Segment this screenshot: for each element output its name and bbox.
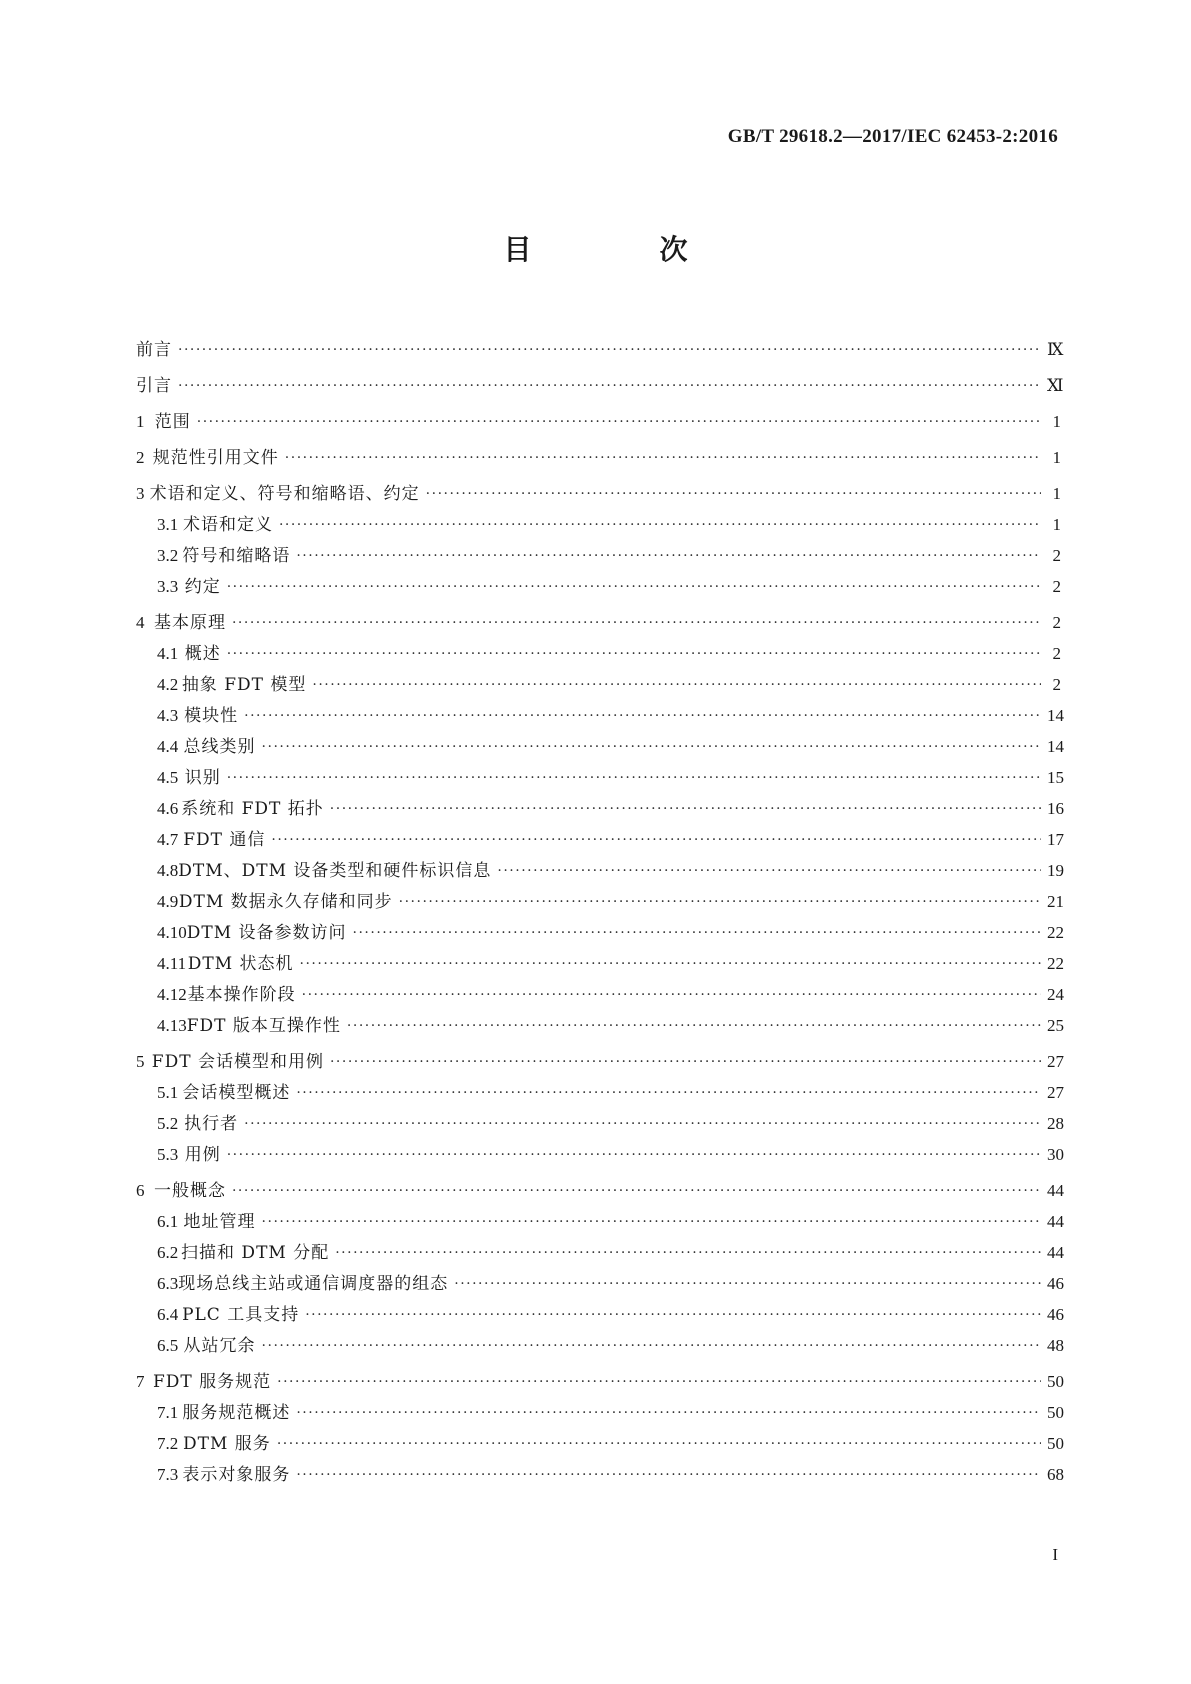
toc-entry-number: 4.10 bbox=[157, 923, 187, 942]
toc-entry-page: 21 bbox=[1047, 892, 1064, 911]
toc-entry[interactable] bbox=[136, 603, 1061, 634]
toc-dot-leader bbox=[296, 545, 1041, 567]
toc-entry[interactable] bbox=[136, 1424, 1064, 1455]
toc-entry-label: PLC 工具支持 bbox=[182, 1305, 300, 1325]
toc-entry-page: 2 bbox=[1052, 613, 1061, 632]
toc-entry-page: 1 bbox=[1052, 412, 1061, 431]
toc-entry-page: 28 bbox=[1047, 1114, 1064, 1133]
toc-entry-label: DTM 状态机 bbox=[187, 954, 294, 974]
toc-entry[interactable] bbox=[136, 1135, 1064, 1166]
table-of-contents bbox=[136, 330, 1064, 1486]
toc-entry[interactable] bbox=[136, 1233, 1064, 1264]
toc-entry-number: 3.2 bbox=[157, 546, 179, 565]
toc-entry-label: 引言 bbox=[136, 376, 172, 396]
toc-dot-leader bbox=[305, 1304, 1041, 1326]
toc-entry-page: 46 bbox=[1047, 1305, 1064, 1324]
toc-entry-label: 系统和 FDT 拓扑 bbox=[181, 799, 324, 819]
toc-entry-page: Ⅺ bbox=[1047, 376, 1064, 395]
toc-entry-page: 14 bbox=[1047, 706, 1064, 725]
toc-entry[interactable] bbox=[136, 1326, 1064, 1357]
toc-entry-label: FDT 会话模型和用例 bbox=[151, 1052, 324, 1072]
toc-entry-label: 术语和定义、符号和缩略语、约定 bbox=[149, 484, 420, 504]
toc-entry[interactable] bbox=[136, 567, 1061, 598]
toc-entry-number: 6.5 bbox=[157, 1336, 179, 1355]
toc-dot-leader bbox=[335, 1242, 1041, 1264]
toc-entry-label: 用例 bbox=[184, 1145, 221, 1165]
toc-entry-number: 6.2 bbox=[157, 1243, 179, 1262]
toc-entry[interactable] bbox=[136, 1295, 1064, 1326]
toc-dot-leader bbox=[296, 1464, 1041, 1486]
toc-entry-page: 27 bbox=[1047, 1083, 1064, 1102]
toc-entry-label: 约定 bbox=[184, 577, 221, 597]
toc-entry-number: 1 bbox=[136, 412, 145, 431]
toc-entry-page: Ⅸ bbox=[1047, 340, 1064, 359]
toc-dot-leader bbox=[244, 1113, 1041, 1135]
toc-entry-page: 44 bbox=[1047, 1243, 1064, 1262]
toc-dot-leader bbox=[277, 1433, 1041, 1455]
toc-dot-leader bbox=[285, 447, 1041, 469]
toc-entry-number: 3.1 bbox=[157, 515, 179, 534]
toc-entry-number: 6.1 bbox=[157, 1212, 179, 1231]
toc-entry-page: 44 bbox=[1047, 1181, 1064, 1200]
toc-entry-number: 7.3 bbox=[157, 1465, 179, 1484]
toc-dot-leader bbox=[497, 860, 1041, 882]
toc-entry-label: DTM 设备参数访问 bbox=[186, 923, 347, 943]
toc-entry-number: 4.9 bbox=[157, 892, 179, 911]
toc-entry-number: 5.3 bbox=[157, 1145, 179, 1164]
toc-entry-page: 1 bbox=[1052, 448, 1061, 467]
toc-entry-label: 地址管理 bbox=[183, 1212, 256, 1232]
toc-entry[interactable] bbox=[136, 1042, 1064, 1073]
toc-dot-leader bbox=[296, 1082, 1041, 1104]
toc-entry-number: 6.4 bbox=[157, 1305, 179, 1324]
toc-entry[interactable] bbox=[136, 758, 1064, 789]
toc-entry-number: 4.11 bbox=[157, 954, 187, 973]
toc-entry-number: 3 bbox=[136, 484, 145, 503]
toc-entry-page: 25 bbox=[1047, 1016, 1064, 1035]
toc-entry[interactable] bbox=[136, 882, 1064, 913]
page-number: I bbox=[1052, 1545, 1058, 1564]
toc-dot-leader bbox=[197, 411, 1041, 433]
toc-entry[interactable] bbox=[136, 665, 1061, 696]
toc-entry-label: FDT 通信 bbox=[183, 830, 266, 850]
toc-entry[interactable] bbox=[136, 944, 1064, 975]
toc-entry-label: 基本操作阶段 bbox=[187, 985, 296, 1005]
toc-entry-label: 总线类别 bbox=[183, 737, 256, 757]
toc-entry-number: 4.6 bbox=[157, 799, 179, 818]
toc-entry-page: 46 bbox=[1047, 1274, 1064, 1293]
toc-dot-leader bbox=[312, 674, 1041, 696]
toc-entry-page: 27 bbox=[1047, 1052, 1064, 1071]
toc-entry-page: 2 bbox=[1052, 577, 1061, 596]
toc-entry-number: 2 bbox=[136, 448, 145, 467]
toc-dot-leader bbox=[232, 1180, 1041, 1202]
page-title: 目 次 bbox=[503, 233, 738, 266]
toc-entry[interactable] bbox=[136, 851, 1064, 882]
toc-dot-leader bbox=[347, 1015, 1041, 1037]
toc-entry-label: 从站冗余 bbox=[183, 1336, 256, 1356]
toc-entry-number: 3.3 bbox=[157, 577, 179, 596]
toc-dot-leader bbox=[426, 483, 1041, 505]
toc-dot-leader bbox=[302, 984, 1041, 1006]
toc-entry[interactable] bbox=[136, 366, 1064, 397]
toc-entry-number: 4.8 bbox=[157, 861, 179, 880]
toc-entry-number: 4.7 bbox=[157, 830, 179, 849]
toc-entry[interactable] bbox=[136, 820, 1064, 851]
toc-entry-label: 术语和定义 bbox=[182, 515, 273, 535]
toc-entry-number: 4.3 bbox=[157, 706, 179, 725]
toc-entry-page: 30 bbox=[1047, 1145, 1064, 1164]
toc-entry-label: 扫描和 DTM 分配 bbox=[181, 1243, 330, 1263]
toc-entry-page: 19 bbox=[1047, 861, 1064, 880]
toc-entry-page: 14 bbox=[1047, 737, 1064, 756]
toc-entry-label: 服务规范概述 bbox=[182, 1403, 291, 1423]
toc-entry-page: 22 bbox=[1047, 923, 1064, 942]
toc-dot-leader bbox=[244, 705, 1041, 727]
toc-entry-page: 17 bbox=[1047, 830, 1064, 849]
toc-entry-page: 22 bbox=[1047, 954, 1064, 973]
toc-entry[interactable] bbox=[136, 474, 1061, 505]
toc-dot-leader bbox=[353, 922, 1041, 944]
toc-entry-number: 6 bbox=[136, 1181, 145, 1200]
toc-entry-label: 符号和缩略语 bbox=[182, 546, 291, 566]
toc-entry-page: 2 bbox=[1052, 644, 1061, 663]
toc-entry-number: 4.5 bbox=[157, 768, 179, 787]
toc-dot-leader bbox=[271, 829, 1041, 851]
toc-entry-label: FDT 版本互操作性 bbox=[186, 1016, 341, 1036]
toc-dot-leader bbox=[399, 891, 1041, 913]
toc-entry-number: 5.2 bbox=[157, 1114, 179, 1133]
toc-entry[interactable] bbox=[136, 438, 1061, 469]
toc-dot-leader bbox=[330, 798, 1041, 820]
toc-entry-page: 24 bbox=[1047, 985, 1064, 1004]
toc-entry[interactable] bbox=[136, 1006, 1064, 1037]
toc-entry-label: DTM、DTM 设备类型和硬件标识信息 bbox=[178, 861, 492, 881]
toc-entry[interactable] bbox=[136, 505, 1061, 536]
toc-entry-label: 一般概念 bbox=[153, 1181, 226, 1201]
toc-entry-number: 7 bbox=[136, 1372, 145, 1391]
toc-entry-label: 会话模型概述 bbox=[182, 1083, 291, 1103]
toc-entry[interactable] bbox=[136, 1171, 1064, 1202]
toc-dot-leader bbox=[279, 514, 1041, 536]
toc-entry[interactable] bbox=[136, 1073, 1064, 1104]
toc-entry[interactable] bbox=[136, 727, 1064, 758]
toc-entry-page: 15 bbox=[1047, 768, 1064, 787]
toc-entry[interactable] bbox=[136, 634, 1061, 665]
toc-entry-number: 5 bbox=[136, 1052, 145, 1071]
toc-dot-leader bbox=[227, 1144, 1041, 1166]
toc-entry[interactable] bbox=[136, 696, 1064, 727]
toc-entry-page: 50 bbox=[1047, 1403, 1064, 1422]
toc-dot-leader bbox=[227, 576, 1041, 598]
toc-dot-leader bbox=[296, 1402, 1041, 1424]
toc-entry-label: 现场总线主站或通信调度器的组态 bbox=[178, 1274, 449, 1294]
toc-entry-page: 1 bbox=[1052, 484, 1061, 503]
toc-entry-page: 48 bbox=[1047, 1336, 1064, 1355]
toc-dot-leader bbox=[262, 736, 1041, 758]
toc-dot-leader bbox=[227, 767, 1041, 789]
toc-entry-page: 44 bbox=[1047, 1212, 1064, 1231]
toc-entry-page: 16 bbox=[1047, 799, 1064, 818]
standard-code-header: GB/T 29618.2—2017/IEC 62453-2:2016 bbox=[727, 126, 1058, 147]
toc-dot-leader bbox=[300, 953, 1041, 975]
toc-dot-leader bbox=[178, 339, 1041, 361]
toc-dot-leader bbox=[178, 375, 1041, 397]
toc-entry-label: 前言 bbox=[136, 340, 172, 360]
toc-entry-label: FDT 服务规范 bbox=[152, 1372, 272, 1392]
toc-entry-label: 抽象 FDT 模型 bbox=[181, 675, 307, 695]
toc-entry-label: 模块性 bbox=[184, 706, 239, 726]
toc-dot-leader bbox=[277, 1371, 1041, 1393]
toc-entry[interactable] bbox=[136, 1202, 1064, 1233]
toc-dot-leader bbox=[262, 1211, 1041, 1233]
toc-entry-number: 4.12 bbox=[157, 985, 187, 1004]
toc-dot-leader bbox=[330, 1051, 1041, 1073]
toc-entry[interactable] bbox=[136, 1104, 1064, 1135]
toc-entry-label: 规范性引用文件 bbox=[152, 448, 279, 468]
toc-entry[interactable] bbox=[136, 975, 1064, 1006]
toc-entry[interactable] bbox=[136, 1362, 1064, 1393]
toc-entry-page: 50 bbox=[1047, 1434, 1064, 1453]
toc-entry[interactable] bbox=[136, 913, 1064, 944]
toc-entry[interactable] bbox=[136, 402, 1061, 433]
toc-entry-number: 7.2 bbox=[157, 1434, 179, 1453]
toc-entry-page: 68 bbox=[1047, 1465, 1064, 1484]
toc-entry-label: 表示对象服务 bbox=[182, 1465, 291, 1485]
toc-entry[interactable] bbox=[136, 1393, 1064, 1424]
toc-entry-number: 7.1 bbox=[157, 1403, 179, 1422]
toc-dot-leader bbox=[227, 643, 1041, 665]
toc-entry[interactable] bbox=[136, 536, 1061, 567]
toc-entry-label: 基本原理 bbox=[153, 613, 226, 633]
toc-entry-label: DTM 数据永久存储和同步 bbox=[178, 892, 393, 912]
toc-entry-number: 4 bbox=[136, 613, 145, 632]
toc-entry-number: 4.1 bbox=[157, 644, 179, 663]
toc-entry-page: 2 bbox=[1052, 675, 1061, 694]
toc-entry[interactable] bbox=[136, 1264, 1064, 1295]
toc-entry[interactable] bbox=[136, 330, 1064, 361]
toc-dot-leader bbox=[262, 1335, 1041, 1357]
toc-entry-number: 4.2 bbox=[157, 675, 179, 694]
toc-entry-number: 6.3 bbox=[157, 1274, 179, 1293]
toc-entry-number: 5.1 bbox=[157, 1083, 179, 1102]
toc-entry-page: 50 bbox=[1047, 1372, 1064, 1391]
toc-entry-label: 概述 bbox=[184, 644, 221, 664]
toc-entry-label: 识别 bbox=[184, 768, 221, 788]
toc-entry-number: 4.13 bbox=[157, 1016, 187, 1035]
toc-dot-leader bbox=[232, 612, 1041, 634]
toc-entry[interactable] bbox=[136, 1455, 1064, 1486]
toc-entry-label: DTM 服务 bbox=[183, 1434, 271, 1454]
toc-entry-label: 执行者 bbox=[184, 1114, 239, 1134]
toc-entry-page: 2 bbox=[1052, 546, 1061, 565]
toc-dot-leader bbox=[454, 1273, 1041, 1295]
toc-entry-label: 范围 bbox=[154, 412, 191, 432]
toc-entry[interactable] bbox=[136, 789, 1064, 820]
toc-entry-number: 4.4 bbox=[157, 737, 179, 756]
toc-entry-page: 1 bbox=[1052, 515, 1061, 534]
